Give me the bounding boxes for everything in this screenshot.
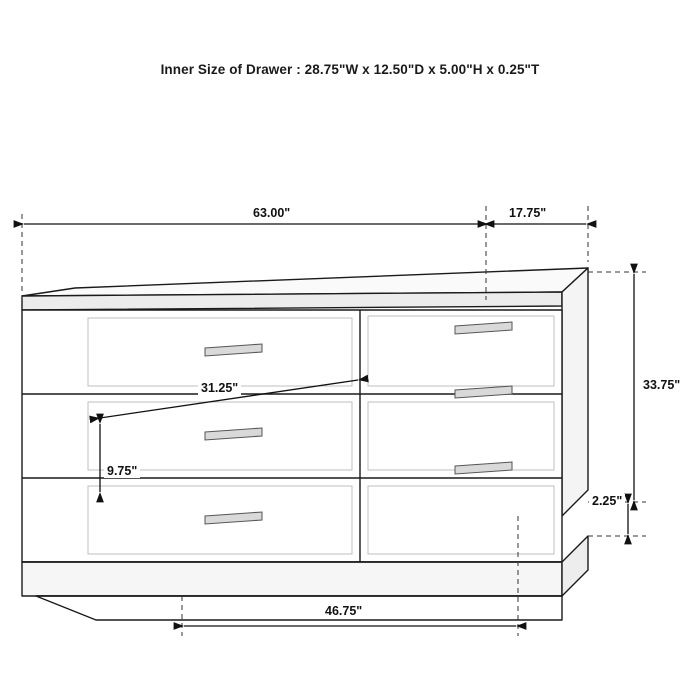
dresser-base-foot [36, 596, 562, 620]
dim-label-base-width: 46.75" [322, 604, 365, 618]
dresser-top-edge [22, 292, 562, 310]
dim-label-base-height: 2.25" [589, 494, 625, 508]
page-title: Inner Size of Drawer : 28.75"W x 12.50"D x 5.00"H x 0.25"T [160, 62, 540, 77]
dim-label-overall-width: 63.00" [250, 206, 293, 220]
dresser-body [22, 268, 588, 620]
dim-label-drawer-height: 9.75" [104, 464, 140, 478]
dresser-base-front [22, 562, 562, 596]
dresser-side-panel [562, 268, 588, 516]
dim-label-drawer-width: 31.25" [198, 381, 241, 395]
dim-label-depth-offset: 17.75" [506, 206, 549, 220]
dresser-front-face [22, 310, 562, 562]
dim-label-overall-height: 33.75" [640, 378, 683, 392]
dresser-base-side [562, 536, 588, 596]
